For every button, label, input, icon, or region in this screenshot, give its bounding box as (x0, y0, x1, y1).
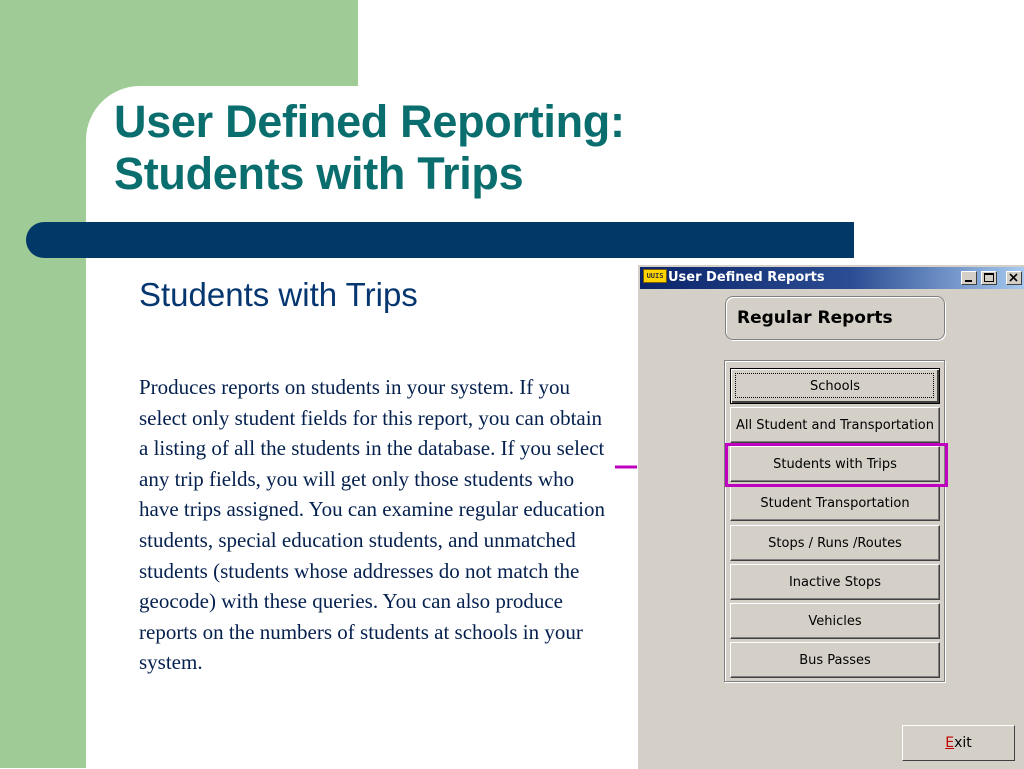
report-button-schools[interactable]: Schools (730, 368, 940, 404)
report-button-bus-passes[interactable]: Bus Passes (730, 642, 940, 678)
report-button-stops-runs-routes[interactable]: Stops / Runs /Routes (730, 525, 940, 561)
report-button-students-with-trips[interactable]: Students with Trips (730, 446, 940, 482)
minimize-icon (962, 272, 976, 284)
close-icon (1007, 272, 1021, 284)
window-title: User Defined Reports (668, 270, 825, 285)
exit-button[interactable] (902, 725, 1015, 761)
close-button[interactable] (1006, 271, 1022, 285)
maximize-icon (982, 272, 996, 284)
regular-reports-button[interactable] (725, 296, 945, 340)
exit-label: xit (954, 735, 972, 751)
description-paragraph: Produces reports on students in your system. If you select only student fields for this report, you can obtain a listing of all the students in the database. If you select any trip fields, you will get only those students who have trips assigned. You can examine regular education students, special education students, and unmatched students (students whose addresses do not match the geocode) with these queries. You can also produce reports on the numbers of students at schools in your system. (139, 375, 605, 675)
slide-title (114, 96, 625, 200)
report-button-student-transportation[interactable]: Student Transportation (730, 485, 940, 521)
section-subtitle: Students with Trips (139, 276, 418, 313)
regular-reports-label: Regular Reports (737, 308, 893, 328)
user-defined-reports-window (637, 264, 1024, 769)
title-divider-bar (26, 222, 854, 258)
report-button-all-student-transportation[interactable]: All Student and Transportation (730, 407, 940, 443)
slide-title-line-2: Students with Trips (114, 148, 524, 199)
report-button-inactive-stops[interactable]: Inactive Stops (730, 564, 940, 600)
exit-accelerator: E (945, 735, 955, 751)
app-icon: UUIS (643, 269, 667, 283)
report-button-vehicles[interactable]: Vehicles (730, 603, 940, 639)
window-titlebar[interactable] (640, 267, 1024, 289)
maximize-button[interactable] (981, 271, 997, 285)
minimize-button[interactable] (961, 271, 977, 285)
report-button-panel (724, 360, 945, 682)
slide-title-line-1: User Defined Reporting: (114, 96, 625, 147)
